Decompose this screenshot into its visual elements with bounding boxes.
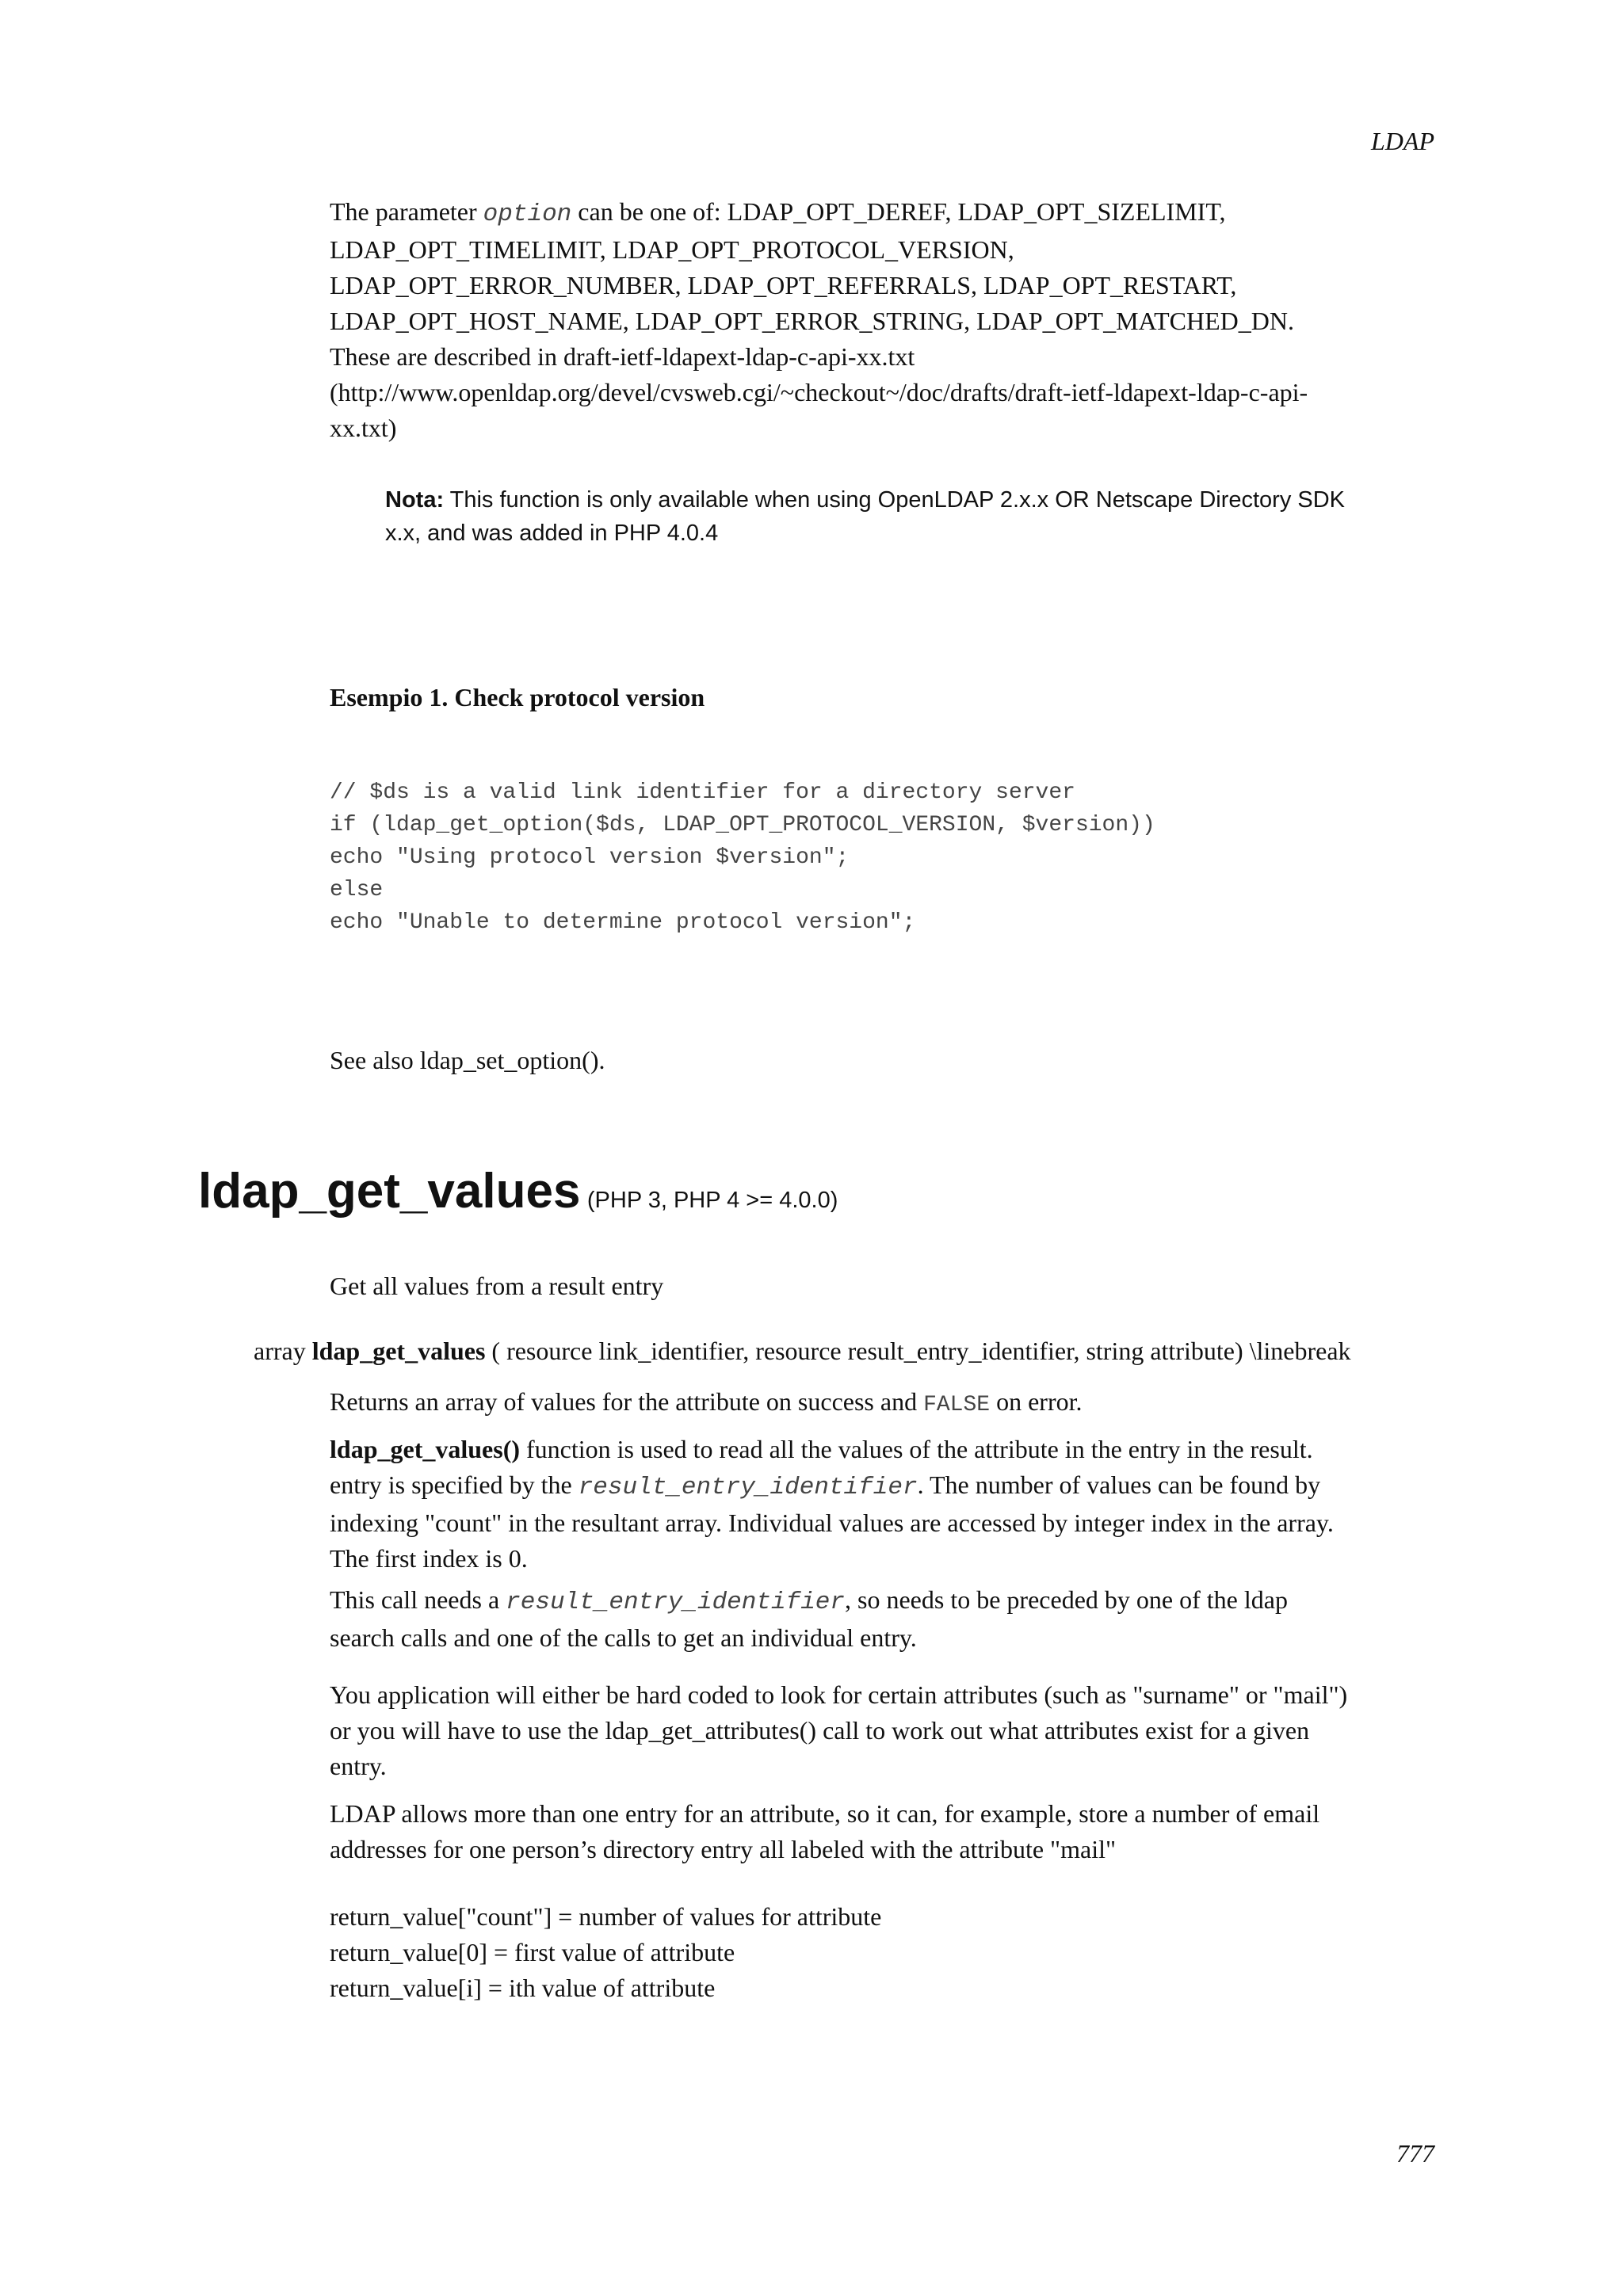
- code-line: if (ldap_get_option($ds, LDAP_OPT_PROTOCOL_VERSION, $version)): [330, 813, 1155, 837]
- function-synopsis: [254, 1337, 1351, 1366]
- multiple-entries-paragraph: LDAP allows more than one entry for an attribute, so it can, for example, store a number of email addresses for one person’s directory entry all labeled with the attribute "mail": [330, 1799, 1320, 1863]
- note-text: x.x, and was added in PHP 4.0.4: [385, 521, 719, 546]
- function-versions: (PHP 3, PHP 4 >= 4.0.0): [586, 1188, 838, 1213]
- list-item: return_value["count"] = number of values for attribute: [330, 1902, 882, 1931]
- paragraph-line: LDAP_OPT_ERROR_NUMBER, LDAP_OPT_REFERRALS, LDAP_OPT_RESTART,: [330, 271, 1237, 299]
- function-purpose: Get all values from a result entry: [330, 1272, 664, 1300]
- synopsis-function-name: ldap_get_values: [311, 1337, 486, 1365]
- code-example: [330, 776, 1155, 939]
- note-label: Nota:: [385, 487, 445, 513]
- code-line: echo "Unable to determine protocol version";: [330, 910, 916, 935]
- parameter-code: option: [483, 200, 572, 228]
- paragraph-line: xx.txt): [330, 414, 397, 442]
- function-heading: [198, 1163, 838, 1219]
- function-name: ldap_get_values: [198, 1164, 581, 1219]
- list-item: return_value[i] = ith value of attribute: [330, 1974, 716, 2002]
- page-number: 777: [1396, 2139, 1434, 2168]
- paragraph-line: LDAP_OPT_TIMELIMIT, LDAP_OPT_PROTOCOL_VERSION,: [330, 235, 1014, 264]
- code-line: else: [330, 878, 384, 902]
- call-requirements-paragraph: This call needs a result_entry_identifier, so needs to be preceded by one of the ldap search calls and one of the calls to get an individual entry.: [330, 1585, 1288, 1652]
- code-line: echo "Using protocol version $version";: [330, 845, 850, 870]
- list-item: return_value[0] = first value of attribute: [330, 1938, 735, 1966]
- parameter-code: result_entry_identifier: [578, 1474, 918, 1501]
- code-line: // $ds is a valid link identifier for a directory server: [330, 780, 1075, 805]
- paragraph-line: The parameter option can be one of: LDAP_OPT_DEREF, LDAP_OPT_SIZELIMIT,: [330, 197, 1226, 228]
- returns-paragraph: Returns an array of values for the attribute on success and FALSE on error.: [330, 1387, 1083, 1417]
- false-constant: FALSE: [923, 1393, 991, 1417]
- return-value-list: [330, 1899, 881, 2006]
- return-type: array: [254, 1337, 312, 1365]
- paragraph-line: LDAP_OPT_HOST_NAME, LDAP_OPT_ERROR_STRING, LDAP_OPT_MATCHED_DN.: [330, 307, 1294, 335]
- note-text: This function is only available when using OpenLDAP 2.x.x OR Netscape Directory SDK: [444, 487, 1346, 513]
- synopsis-args: ( resource link_identifier, resource result_entry_identifier, string attribute) \linebreak: [485, 1337, 1351, 1365]
- function-reference: ldap_get_values(): [330, 1435, 520, 1463]
- description-paragraph: ldap_get_values() function is used to read all the values of the attribute in the entry in the result. entry is specified by the result_entry_identifier. The number of values can be found by indexing "count" in the resultant array. Individual values are accessed by integer index in the array. The first index is 0.: [330, 1435, 1334, 1573]
- example-title: Esempio 1. Check protocol version: [330, 683, 705, 711]
- application-paragraph: You application will either be hard coded to look for certain attributes (such as "surname" or "mail") or you will have to use the ldap_get_attributes() call to work out what attributes exist for a given entry.: [330, 1680, 1348, 1780]
- running-header: LDAP: [1371, 127, 1434, 155]
- option-parameter-paragraph: [330, 194, 1436, 446]
- note-box: [385, 483, 1431, 550]
- see-also-text: See also ldap_set_option().: [330, 1046, 605, 1074]
- paragraph-line: These are described in draft-ietf-ldapext-ldap-c-api-xx.txt: [330, 342, 915, 371]
- paragraph-line: (http://www.openldap.org/devel/cvsweb.cgi/~checkout~/doc/drafts/draft-ietf-ldapext-ldap-c-api-: [330, 378, 1308, 406]
- parameter-code: result_entry_identifier: [506, 1589, 846, 1616]
